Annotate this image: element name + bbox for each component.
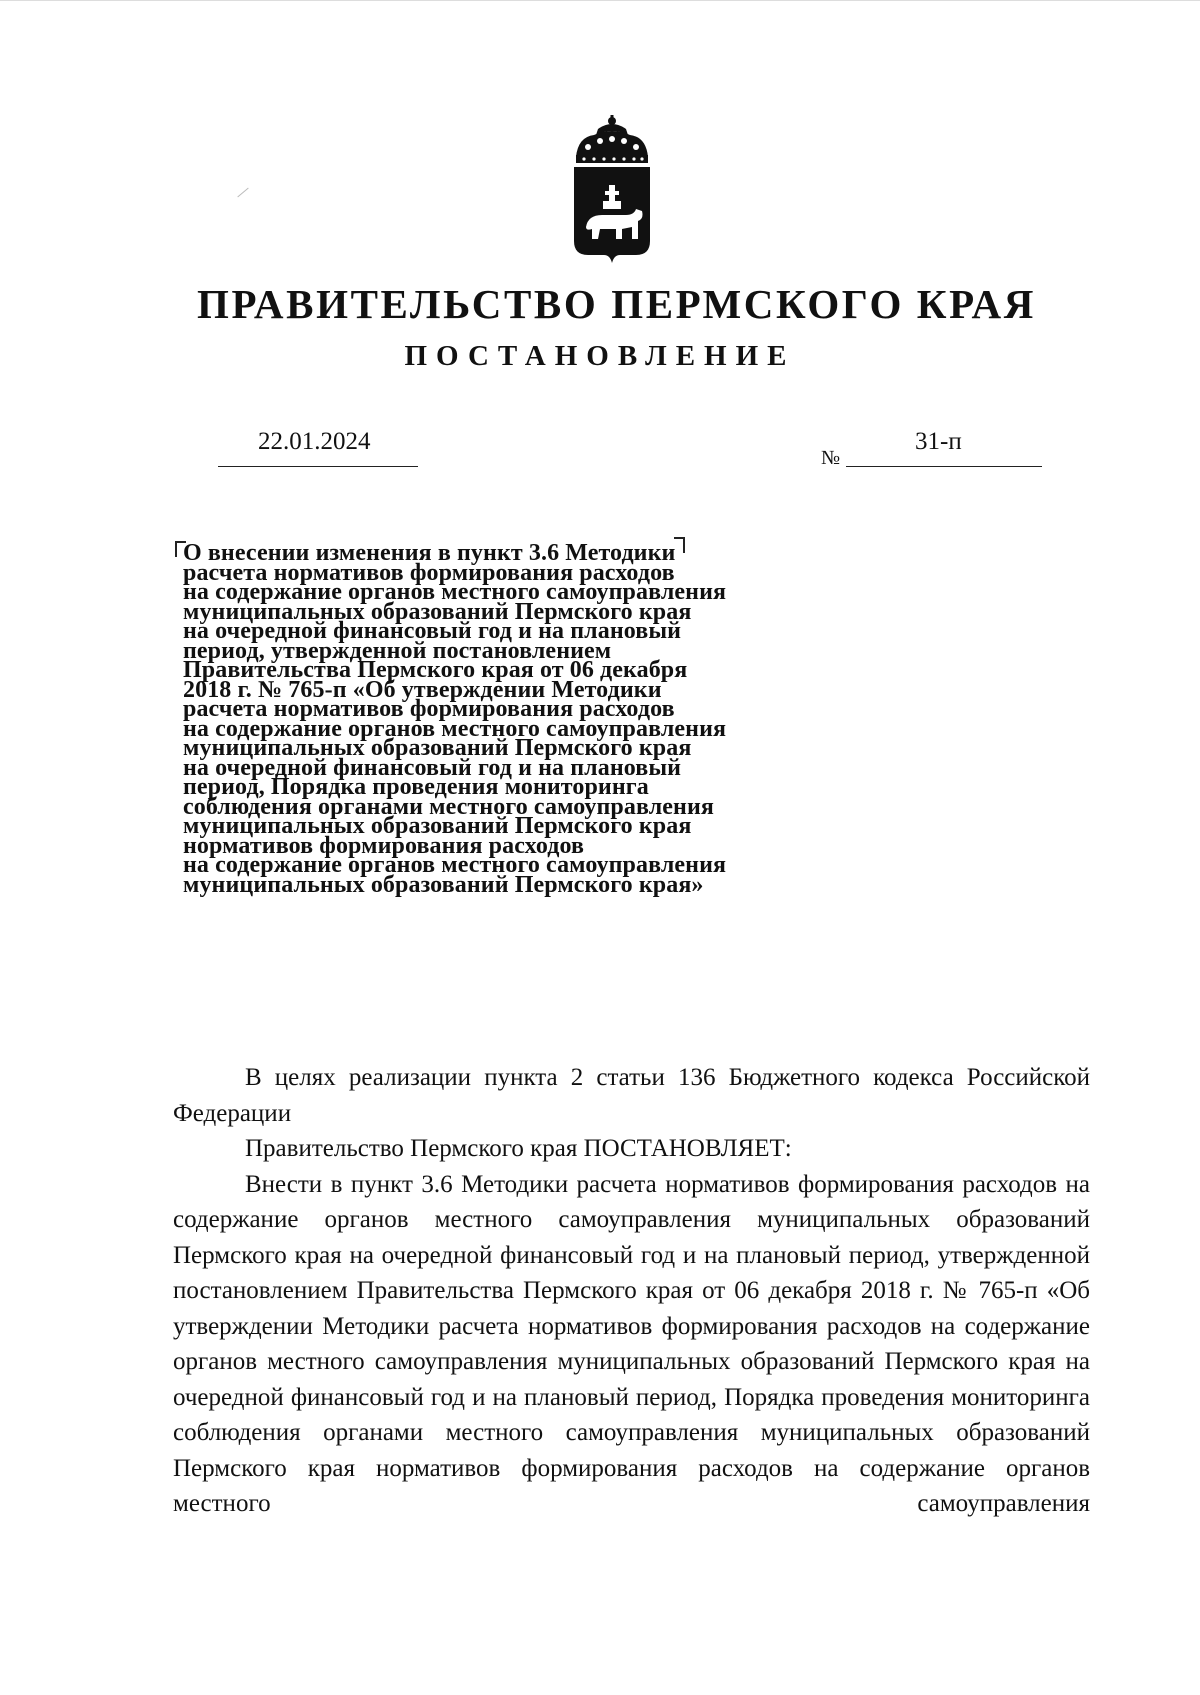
subject-line: период, Порядка проведения мониторинга <box>183 774 649 800</box>
number-sign: № <box>821 447 841 469</box>
date-underline <box>218 466 418 467</box>
subject-line: Правительства Пермского края от 06 декабря <box>183 657 688 683</box>
subject-line: расчета нормативов формирования расходов <box>183 559 675 586</box>
subject-line: муниципальных образований Пермского края <box>183 735 692 761</box>
subject-line: на содержание органов местного самоуправления <box>183 715 727 742</box>
document-number: 31-п <box>915 428 962 455</box>
document-type: ПОСТАНОВЛЕНИЕ <box>404 340 796 372</box>
subject-line: период, утвержденной постановлением <box>183 637 612 664</box>
perm-krai-coat-of-arms-icon <box>568 115 656 265</box>
subject-line: нормативов формирования расходов <box>183 832 585 859</box>
subject-line: О внесении изменения в пункт 3.6 Методики <box>183 540 676 566</box>
document-date: 22.01.2024 <box>258 428 371 455</box>
number-underline <box>846 466 1042 467</box>
body-paragraph: В целях реализации пункта 2 статьи 136 Бюджетного кодекса Российской Федерации <box>173 1064 1090 1127</box>
subject-line: на очередной финансовый год и на плановый <box>183 618 682 644</box>
subject-line: муниципальных образований Пермского края <box>183 813 692 839</box>
document-body <box>173 1060 1090 1522</box>
scan-edge <box>0 0 1200 1</box>
subject-line: 2018 г. № 765-п «Об утверждении Методики <box>183 676 662 703</box>
subject-line: соблюдения органами местного самоуправления <box>183 793 714 820</box>
document-subject <box>183 540 843 898</box>
subject-line: на содержание органов местного самоуправления <box>183 852 727 878</box>
body-paragraph: Правительство Пермского края ПОСТАНОВЛЯЕТ: <box>245 1135 792 1162</box>
government-title: ПРАВИТЕЛЬСТВО ПЕРМСКОГО КРАЯ <box>197 281 1036 327</box>
scan-artifact <box>237 188 248 198</box>
subject-line: расчета нормативов формирования расходов <box>183 696 675 722</box>
subject-line: на содержание органов местного самоуправления <box>183 579 727 605</box>
body-paragraph: Внести в пункт 3.6 Методики расчета нормативов формирования расходов на содержание органов местного самоуправления муниципальных образований Пермского края на очередной финансовый год и на плановый период, утвержденной постановлением Правительства Пермского края от 06 декабря 2018 г. № 765-п «Об утверждении Методики расчета нормативов формирования расходов на содержание органов местного самоуправления муниципальных образований Пермского края на очередной финансовый год и на плановый период, Порядка проведения мониторинга соблюдения органами местного самоуправления муниципальных образований Пермского края нормативов формирования расходов на содержание органов местного самоуправления <box>173 1170 1090 1517</box>
subject-line: муниципальных образований Пермского края <box>183 598 692 625</box>
subject-line: на очередной финансовый год и на плановый <box>183 754 682 781</box>
subject-line: муниципальных образований Пермского края» <box>183 871 704 898</box>
